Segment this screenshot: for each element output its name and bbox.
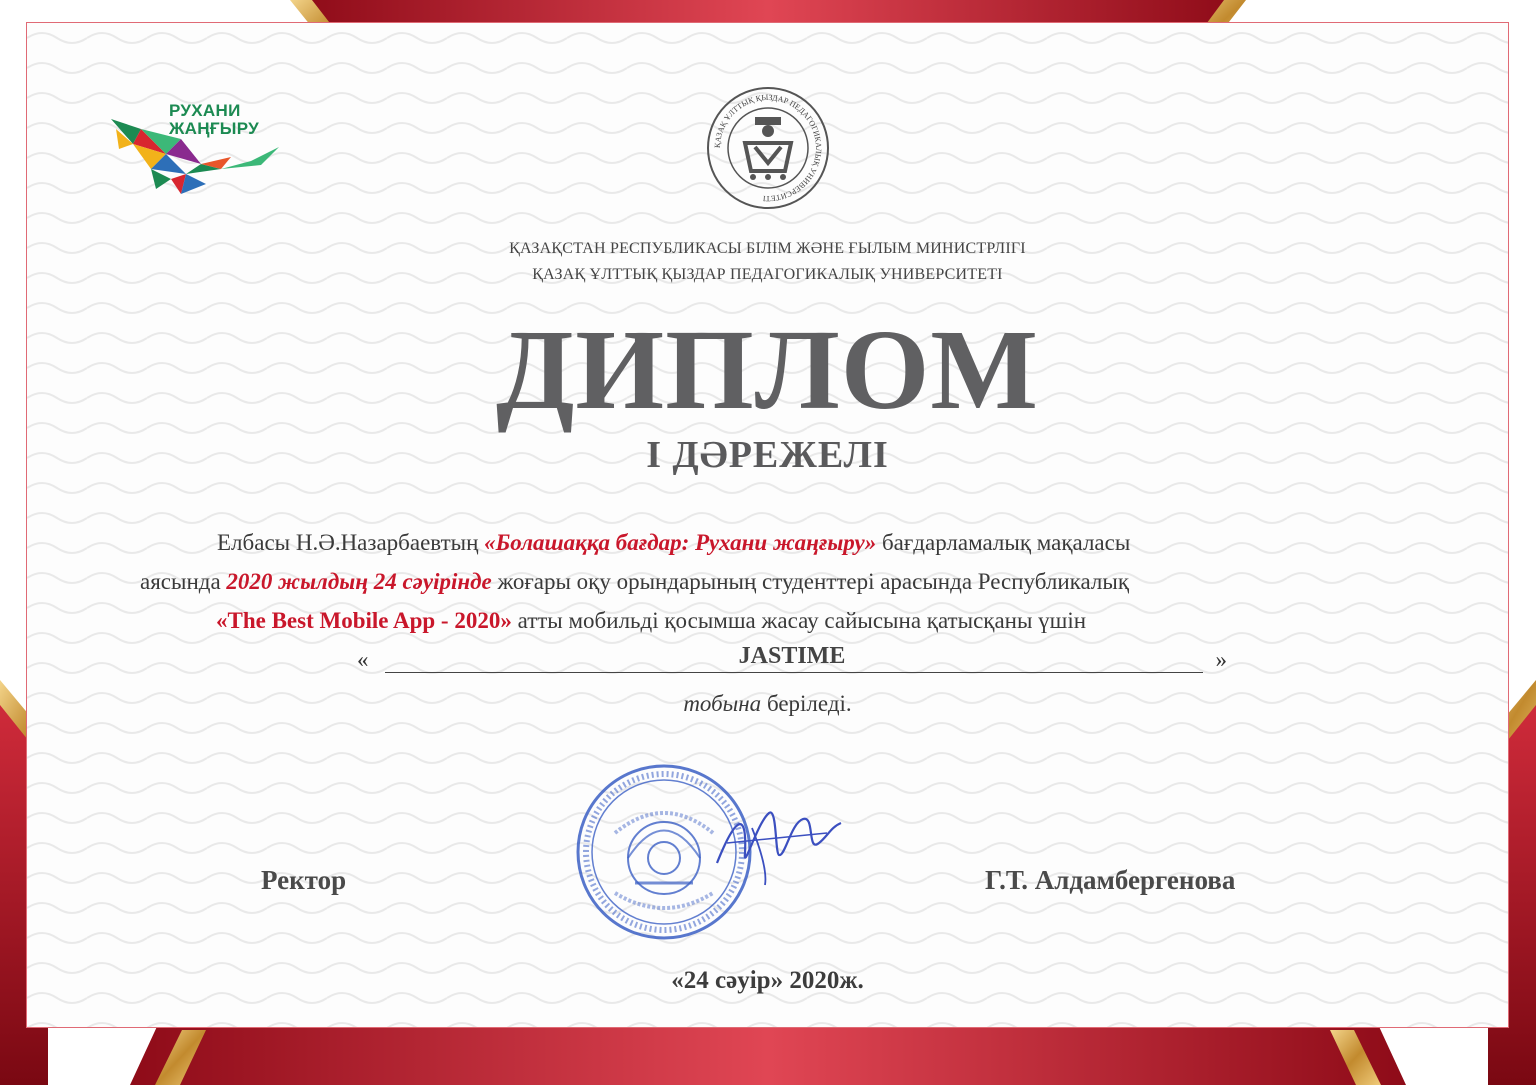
quote-close: » [1215, 647, 1227, 672]
degree-label: І ДӘРЕЖЕЛІ [646, 434, 889, 476]
body-line-2 [140, 568, 1129, 596]
diploma-title: ДИПЛОМ [496, 306, 1039, 433]
body-text: Елбасы Н.Ә.Назарбаевтың [217, 530, 485, 555]
body-text: жоғары оқу орындарының студенттері арасында Республикалық [491, 569, 1130, 594]
awarded-text: беріледі. [761, 691, 852, 716]
body-text: атты мобильді қосымша жасау сайысына қатысқаны үшін [511, 608, 1087, 633]
ministry-title: ҚАЗАҚСТАН РЕСПУБЛИКАСЫ БІЛІМ ЖӘНЕ ҒЫЛЫМ МИНИСТРЛІГІ [509, 240, 1026, 257]
program-name: «Болашаққа бағдар: Рухани жаңғыру» [484, 530, 877, 555]
logo-wordmark [169, 102, 259, 138]
svg-text:ҚАЗАҚ ҰЛТТЫҚ ҚЫЗДАР ПЕДАГОГИКА [713, 93, 823, 203]
quote-open: « [357, 647, 369, 672]
logo-line-2: ЖАҢҒЫРУ [169, 119, 259, 138]
event-date-highlight: 2020 жылдың 24 сәуірінде [226, 569, 492, 594]
team-name-line [357, 645, 1227, 675]
rector-label: Ректор [261, 865, 347, 895]
university-title: ҚАЗАҚ ҰЛТТЫҚ ҚЫЗДАР ПЕДАГОГИКАЛЫҚ УНИВЕРСИТЕТІ [532, 266, 1003, 283]
logo-line-1: РУХАНИ [169, 101, 241, 120]
body-text: аясында [140, 569, 227, 594]
contest-name: «The Best Mobile App - 2020» [216, 608, 512, 633]
rukhani-zhangyru-logo [111, 99, 291, 199]
issue-date: «24 сәуір» 2020ж. [671, 967, 864, 994]
body-line-1 [217, 529, 1130, 557]
university-emblem-icon [705, 85, 831, 211]
awarded-line [27, 691, 1508, 717]
team-underline [385, 672, 1203, 673]
rector-signature [707, 793, 847, 893]
body-line-3 [216, 607, 1086, 635]
awarded-italic: тобына [683, 691, 762, 716]
team-name: JASTIME [738, 643, 846, 669]
rector-name: Г.Т. Алдамбергенова [985, 865, 1236, 895]
emblem-ring-text: ҚАЗАҚ ҰЛТТЫҚ ҚЫЗДАР ПЕДАГОГИКАЛЫҚ УНИВЕРСИТЕТІ [712, 92, 824, 204]
body-text: бағдарламалық мақаласы [876, 530, 1131, 555]
diploma-sheet [27, 23, 1508, 1027]
